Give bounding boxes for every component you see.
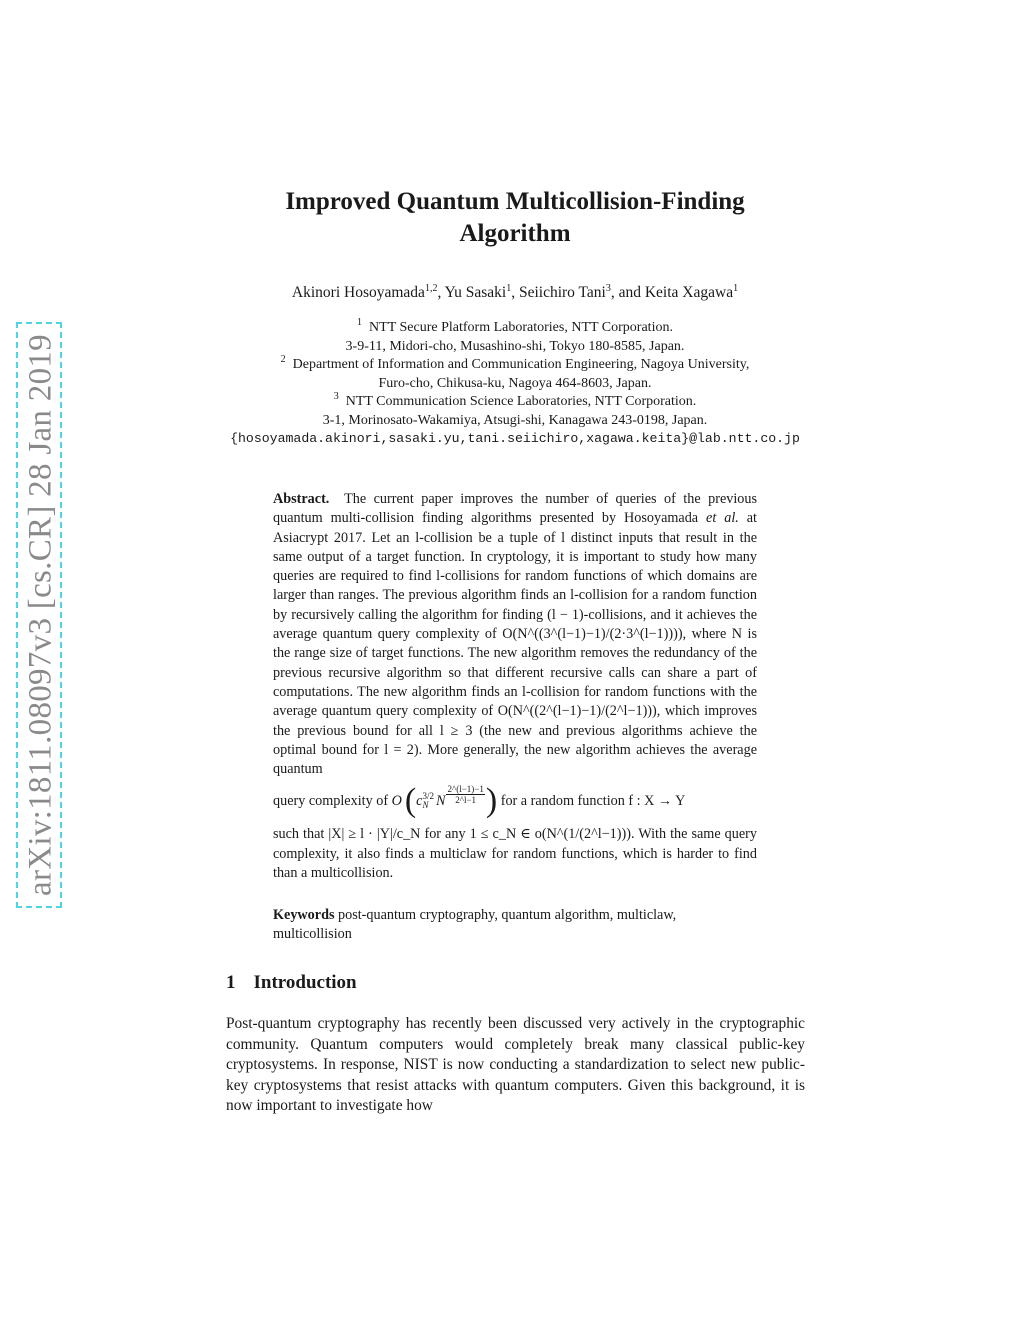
author-affil-sup: 1 (506, 283, 512, 294)
intro-paragraph: Post-quantum cryptography has recently been discussed very actively in the cryptographic community. Quantum computers would completely break many classical public-key cryptosystems. In response, NIST is now conducting a standardization to select new public-key cryptosystems that resist attacks with quantum computers. Given this background, it is now important to investigate how (226, 1015, 805, 1114)
abstract-text: The current paper improves the number of queries of the previous quantum multi-collision finding algorithms presented by Hosoyamada (273, 491, 757, 527)
affil-number: 3 (333, 391, 339, 402)
introduction-body (226, 1014, 805, 1117)
affil-text: Furo-cho, Chikusa-ku, Nagoya 464-8603, Japan. (378, 375, 652, 391)
abstract-etal: et al. (706, 510, 739, 527)
keywords-label: Keywords (273, 907, 335, 923)
title-line-2: Algorithm (459, 220, 571, 247)
abstract-body (273, 490, 757, 779)
formula-exponent-fraction (446, 784, 484, 805)
affiliation-line (200, 375, 830, 394)
author-name: Keita Xagawa (644, 284, 734, 301)
affiliation-line (200, 356, 830, 375)
keywords-text: post-quantum cryptography, quantum algorithm, multiclaw, multicollision (273, 907, 677, 943)
affil-text: NTT Communication Science Laboratories, NTT Corporation. (345, 394, 697, 409)
affil-text: NTT Secure Platform Laboratories, NTT Corporation. (369, 320, 673, 335)
formula-c-sub: N (422, 800, 429, 811)
formula-left-paren: ( (404, 782, 417, 820)
formula-right-paren: ) (485, 782, 498, 820)
formula-c-sup: 3/2 (422, 791, 434, 802)
abstract-text: at Asiacrypt 2017. Let an l-collision be a tuple of l distinct inputs that result in the same output of a target function. In cryptology, it is important to study how many queries are required to find l-collisions for random functions of which domains are larger than ranges. The previous algorithm finds an l-collision for a random function by recursively calling the algorithm for finding (l − 1)-collisions, and it achieves the average quantum query complexity of O(N^((3^(l−1)−1)/(2·3^(l−1)))), where N is the range size of target functions. The new algorithm removes the redundancy of the previous recursive algorithm so that different recursive calls can share a part of computations. The new algorithm finds an l-collision for random functions with the average quantum query complexity of O(N^((2^(l−1)−1)/(2^l−1))), which improves the previous bound for all l ≥ 3 (the new and previous algorithms achieve the optimal bound for l = 2). More generally, the new algorithm achieves the average quantum (273, 510, 757, 778)
author-separator: , and (610, 284, 645, 301)
author-separator: , (437, 284, 445, 301)
affiliations (200, 319, 830, 449)
affil-text: Department of Information and Communication Engineering, Nagoya University, (292, 357, 750, 372)
author-name: Akinori Hosoyamada (291, 284, 425, 301)
formula-N: N (436, 792, 446, 809)
formula-exponent-numerator: 2^(l−1)−1 (447, 783, 484, 794)
section-title: Introduction (253, 972, 357, 993)
author-name: Yu Sasaki (444, 284, 507, 301)
paper-title (220, 186, 810, 250)
section-heading (226, 972, 357, 994)
formula-suffix: for a random function f : X → Y (500, 792, 686, 809)
author-affil-sup: 3 (605, 283, 611, 294)
formula-big-o: O (391, 792, 402, 809)
affiliation-line (200, 412, 830, 431)
author-affil-sup: 1 (733, 283, 739, 294)
arxiv-identifier[interactable]: arXiv:1811.08097v3 [cs.CR] 28 Jan 2019 (22, 334, 59, 896)
abstract (273, 490, 757, 883)
formula-c: c (416, 792, 423, 809)
author-name: Seiichiro Tani (518, 284, 606, 301)
author-separator: , (511, 284, 519, 301)
author-affil-sup: 1,2 (424, 283, 438, 294)
abstract-label: Abstract. (273, 491, 330, 507)
affil-text: 3-9-11, Midori-cho, Musashino-shi, Tokyo 180-8585, Japan. (345, 338, 685, 354)
formula-prefix: query complexity of (273, 792, 389, 809)
title-line-1: Improved Quantum Multicollision-Finding (285, 188, 745, 215)
affil-number: 1 (357, 317, 363, 328)
affiliation-line (200, 338, 830, 357)
affil-number: 2 (280, 354, 286, 365)
abstract-body-end: such that |X| ≥ l · |Y|/c_N for any 1 ≤ c_N ∈ o(N^(1/(2^l−1))). With the same query complexity, it also finds a multiclaw for random functions, which is harder to find than a multicollision. (273, 826, 757, 882)
affiliation-line (200, 393, 830, 412)
keywords (273, 906, 757, 945)
affiliation-line (200, 319, 830, 338)
formula-exponent-denominator: 2^l−1 (455, 794, 477, 805)
author-emails[interactable]: {hosoyamada.akinori,sasaki.yu,tani.seiichiro,xagawa.keita}@lab.ntt.co.jp (230, 431, 800, 446)
affil-text: 3-1, Morinosato-Wakamiya, Atsugi-shi, Kanagawa 243-0198, Japan. (322, 412, 708, 428)
section-number: 1 (226, 972, 236, 993)
formula-c-scripts (422, 792, 434, 810)
complexity-formula (273, 781, 757, 821)
author-list (200, 284, 830, 302)
